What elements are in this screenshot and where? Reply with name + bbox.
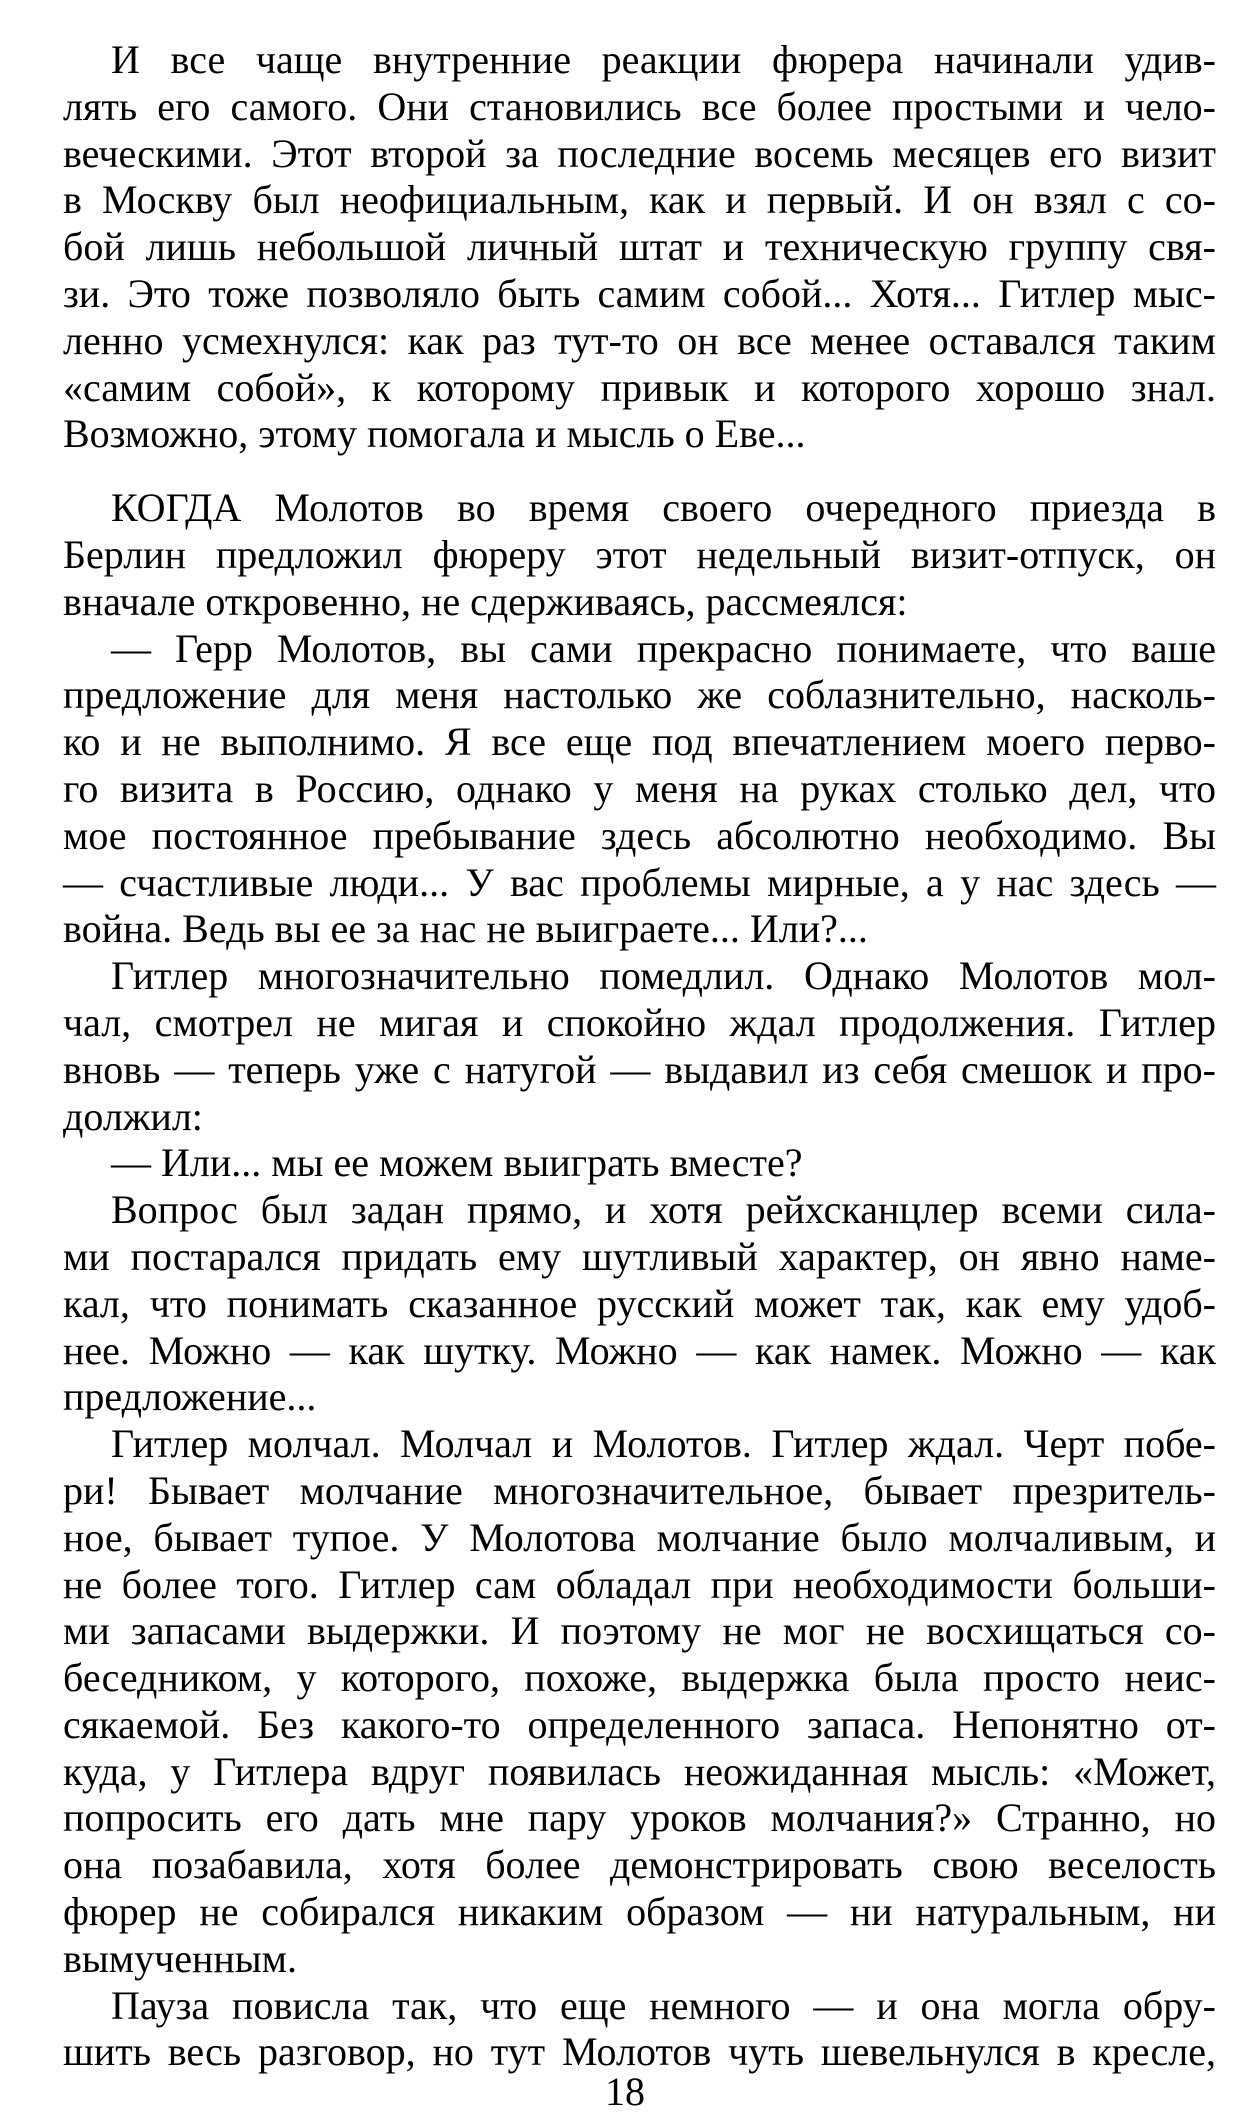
text-line: — Или... мы ее можем выиграть вместе?	[111, 1140, 803, 1186]
text-line: не более того. Гитлер сам обладал при необходимости больши-	[63, 1561, 1216, 1607]
text-line: нее. Можно — как шутку. Можно — как намек. Можно — как	[63, 1327, 1216, 1373]
paragraph	[63, 1983, 1216, 2077]
text-line: вначале откровенно, не сдерживаясь, рассмеялся:	[63, 578, 908, 624]
paragraph	[63, 626, 1216, 954]
text-line: куда, у Гитлера вдруг появилась неожиданная мысль: «Может,	[63, 1748, 1216, 1794]
paragraph	[63, 1140, 1216, 1187]
text-line: предложение для меня настолько же соблазнительно, насколь-	[63, 672, 1216, 718]
text-line: беседником, у которого, похоже, выдержка была просто неис-	[63, 1655, 1216, 1701]
text-line: зи. Это тоже позволяло быть самим собой... Хотя... Гитлер мыс-	[63, 270, 1216, 316]
text-line: ми постарался придать ему шутливый характер, он явно наме-	[63, 1233, 1216, 1279]
text-line: КОГДА Молотов во время своего очередного приезда в	[111, 485, 1216, 531]
text-line: Гитлер многозначительно помедлил. Однако Молотов мол-	[111, 953, 1216, 999]
text-line: И все чаще внутренние реакции фюрера начинали удив-	[111, 37, 1216, 82]
text-line: сякаемой. Без какого-то определенного запаса. Непонятно от-	[63, 1701, 1216, 1747]
text-line: вымученным.	[63, 1935, 297, 1981]
text-line: попросить его дать мне пару уроков молчания?» Странно, но	[63, 1795, 1216, 1841]
paragraph	[63, 953, 1216, 1140]
text-line: вновь — теперь уже с натугой — выдавил из себя смешок и про-	[63, 1046, 1216, 1092]
text-line: го визита в Россию, однако у меня на руках столько дел, что	[63, 765, 1216, 811]
text-line: «самим собой», к которому привык и которого хорошо знал.	[63, 364, 1216, 410]
text-line: ко и не выполнимо. Я все еще под впечатлением моего перво-	[63, 719, 1216, 765]
text-line: Вопрос был задан прямо, и хотя рейхсканцлер всеми сила-	[111, 1187, 1216, 1233]
text-line: шить весь разговор, но тут Молотов чуть шевельнулся в кресле,	[63, 2029, 1216, 2075]
text-line: мое постоянное пребывание здесь абсолютно необходимо. Вы	[63, 812, 1216, 858]
text-line: кал, что понимать сказанное русский может так, как ему удоб-	[63, 1280, 1216, 1326]
page-number: 18	[605, 2069, 645, 2114]
text-line: предложение...	[63, 1374, 317, 1420]
text-line: она позабавила, хотя более демонстрировать свою веселость	[63, 1842, 1216, 1888]
text-line: ри! Бывает молчание многозначительное, бывает презритель-	[63, 1467, 1216, 1513]
text-line: бой лишь небольшой личный штат и техническую группу свя-	[63, 224, 1216, 270]
text-line: лять его самого. Они становились все более простыми и чело-	[63, 83, 1216, 129]
text-line: ленно усмехнулся: как раз тут-то он все менее оставался таким	[63, 317, 1216, 363]
text-line: ное, бывает тупое. У Молотова молчание было молчаливым, и	[63, 1514, 1216, 1560]
paragraph	[63, 1187, 1216, 1421]
text-line: Возможно, этому помогала и мысль о Еве...	[63, 411, 806, 457]
text-line: в Москву был неофициальным, как и первый. И он взял с со-	[63, 177, 1216, 223]
book-page-text	[63, 37, 1216, 2076]
text-line: Берлин предложил фюреру этот недельный визит-отпуск, он	[63, 531, 1216, 577]
text-line: чал, смотрел не мигая и спокойно ждал продолжения. Гитлер	[63, 999, 1216, 1045]
text-line: Пауза повисла так, что еще немного — и она могла обру-	[111, 1982, 1216, 2028]
text-line: — счастливые люди... У вас проблемы мирные, а у нас здесь —	[63, 859, 1216, 905]
text-line: война. Ведь вы ее за нас не выиграете... Или?...	[63, 906, 868, 952]
text-line: фюрер не собирался никаким образом — ни натуральным, ни	[63, 1889, 1216, 1935]
text-line: веческими. Этот второй за последние восемь месяцев его визит	[63, 130, 1216, 176]
text-line: Гитлер молчал. Молчал и Молотов. Гитлер ждал. Черт побе-	[111, 1421, 1216, 1467]
text-line: ми запасами выдержки. И поэтому не мог не восхищаться со-	[63, 1608, 1216, 1654]
paragraph	[63, 37, 1216, 458]
paragraph	[63, 485, 1216, 625]
text-line: — Герр Молотов, вы сами прекрасно понимаете, что ваше	[111, 625, 1216, 671]
text-line: должил:	[63, 1093, 203, 1139]
paragraph	[63, 1421, 1216, 1983]
